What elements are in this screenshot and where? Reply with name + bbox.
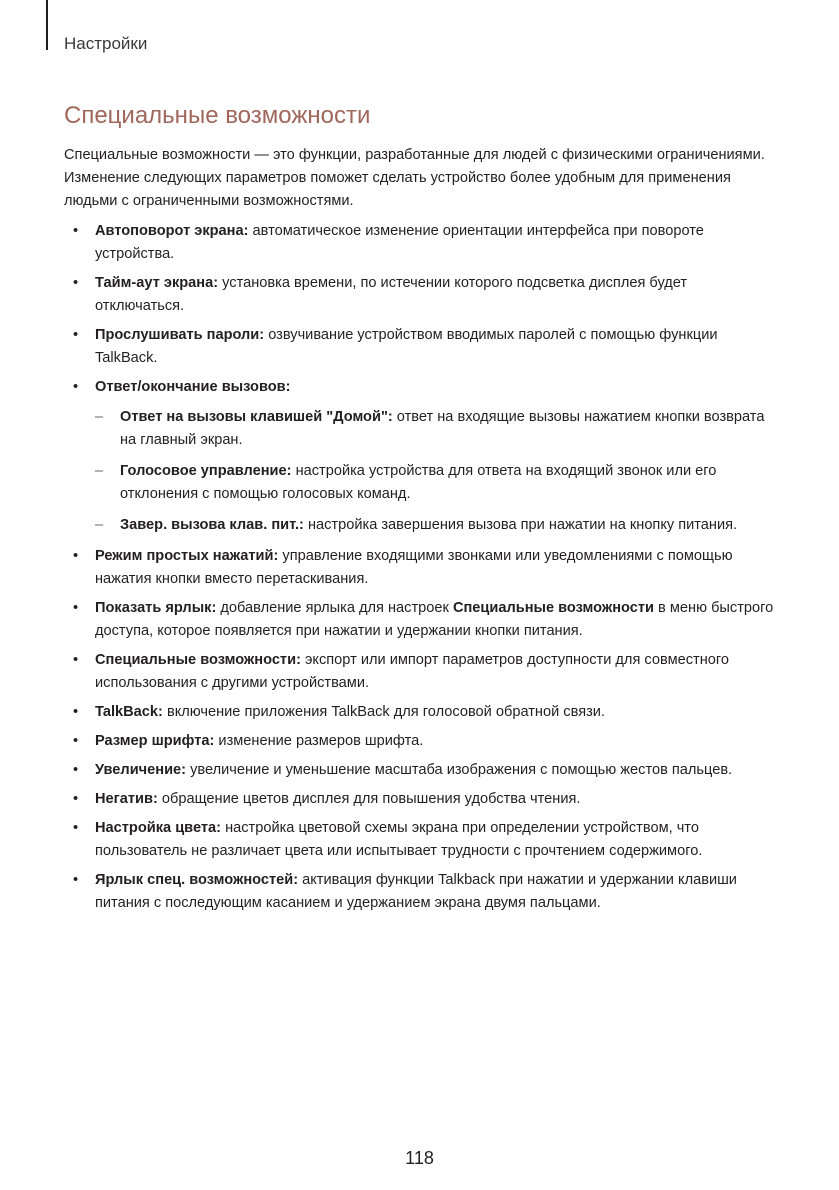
item-description: обращение цветов дисплея для повышения удобства чтения.: [161, 791, 581, 807]
intro-paragraph: Специальные возможности — это функции, разработанные для людей с физическими ограничениями. Изменение следующих параметров поможет сделать устройство более удобным для применения людьми с ограниченными возможностями.: [64, 147, 765, 209]
item-term: TalkBack: [95, 704, 159, 720]
sub-list-item: [95, 460, 776, 506]
page-content: [64, 100, 776, 921]
item-description: автоматическое изменение ориентации интерфейса при повороте устройства.: [95, 223, 704, 262]
item-term: Негатив: [95, 791, 153, 807]
item-term: Автоповорот экрана: [95, 223, 244, 239]
list-item: [64, 817, 776, 863]
item-description: управление входящими звонками или уведомлениями с помощью нажатия кнопки вместо перетаскивания.: [95, 548, 733, 587]
item-term: Настройка цвета: [95, 820, 217, 836]
subitem-description: ответ на входящие вызовы нажатием кнопки возврата на главный экран.: [120, 409, 765, 448]
item-description: экспорт или импорт параметров доступности для совместного использования с другими устройствами.: [95, 652, 730, 691]
section-header: Настройки: [64, 34, 148, 53]
item-separator: :: [285, 379, 291, 395]
subitem-separator: :: [286, 463, 296, 479]
list-item: [64, 788, 776, 811]
item-term: Показать ярлык: [95, 600, 212, 616]
list-item: [64, 220, 776, 266]
item-description-tail: в меню быстрого доступа, которое появляется при нажатии и удержании кнопки питания.: [95, 600, 774, 639]
item-separator: :: [211, 600, 221, 616]
item-term: Режим простых нажатий: [95, 548, 274, 564]
subitem-separator: :: [299, 517, 308, 533]
item-separator: :: [273, 548, 283, 564]
item-separator: :: [213, 275, 223, 291]
item-term: Ярлык спец. возможностей: [95, 872, 294, 888]
list-item: [64, 869, 776, 915]
item-description: озвучивание устройством вводимых паролей с помощью функции TalkBack.: [95, 327, 718, 366]
item-description: изменение размеров шрифта.: [218, 733, 424, 749]
list-item: [64, 597, 776, 643]
list-item: [64, 272, 776, 318]
item-separator: :: [259, 327, 269, 343]
margin-rule: [46, 0, 48, 50]
list-item: [64, 545, 776, 591]
sub-list-item: [95, 406, 776, 452]
item-description: включение приложения TalkBack для голосовой обратной связи.: [166, 704, 605, 720]
list-item: [64, 730, 776, 753]
item-term: Прослушивать пароли: [95, 327, 260, 343]
item-term: Тайм-аут экрана: [95, 275, 214, 291]
subitem-description: настройка устройства для ответа на входящий звонок или его отклонения с помощью голосовых команд.: [120, 463, 717, 502]
item-inline-term: Специальные возможности: [452, 600, 654, 616]
item-term: Размер шрифта: [95, 733, 210, 749]
item-term: Ответ/окончание вызовов: [95, 379, 286, 395]
subitem-term: Завер. вызова клав. пит.: [120, 517, 300, 533]
item-separator: :: [243, 223, 253, 239]
item-separator: :: [296, 652, 305, 668]
call-subitems-list: [95, 406, 776, 537]
subitem-separator: :: [387, 409, 397, 425]
subitem-term: Голосовое управление: [120, 463, 287, 479]
settings-list: [64, 220, 776, 915]
item-separator: :: [209, 733, 219, 749]
item-separator: :: [158, 704, 167, 720]
item-description: добавление ярлыка для настроек: [220, 600, 453, 616]
list-item: [64, 759, 776, 782]
item-separator: :: [152, 791, 162, 807]
item-separator: :: [293, 872, 303, 888]
list-item: [64, 649, 776, 695]
list-item: [64, 376, 776, 537]
item-description: увеличение и уменьшение масштаба изображения с помощью жестов пальцев.: [190, 762, 733, 778]
sub-list-item: [95, 514, 776, 537]
item-description: активация функции Talkback при нажатии и удержании клавиши питания с последующим касанием и удержанием экрана двумя пальцами.: [95, 872, 737, 911]
subitem-term: Ответ на вызовы клавишей "Домой": [120, 409, 388, 425]
item-separator: :: [181, 762, 191, 778]
item-description: настройка цветовой схемы экрана при определении устройством, что пользователь не различает цвета или испытывает трудности с прочтением содержимого.: [95, 820, 703, 859]
page-number: 118: [405, 1148, 434, 1168]
page-title: Специальные возможности: [64, 102, 371, 129]
list-item: [64, 701, 776, 724]
item-separator: :: [216, 820, 226, 836]
subitem-description: настройка завершения вызова при нажатии на кнопку питания.: [307, 517, 738, 533]
item-term: Увеличение: [95, 762, 182, 778]
item-description: установка времени, по истечении которого подсветка дисплея будет отключаться.: [95, 275, 688, 314]
item-term: Специальные возможности: [95, 652, 297, 668]
list-item: [64, 324, 776, 370]
